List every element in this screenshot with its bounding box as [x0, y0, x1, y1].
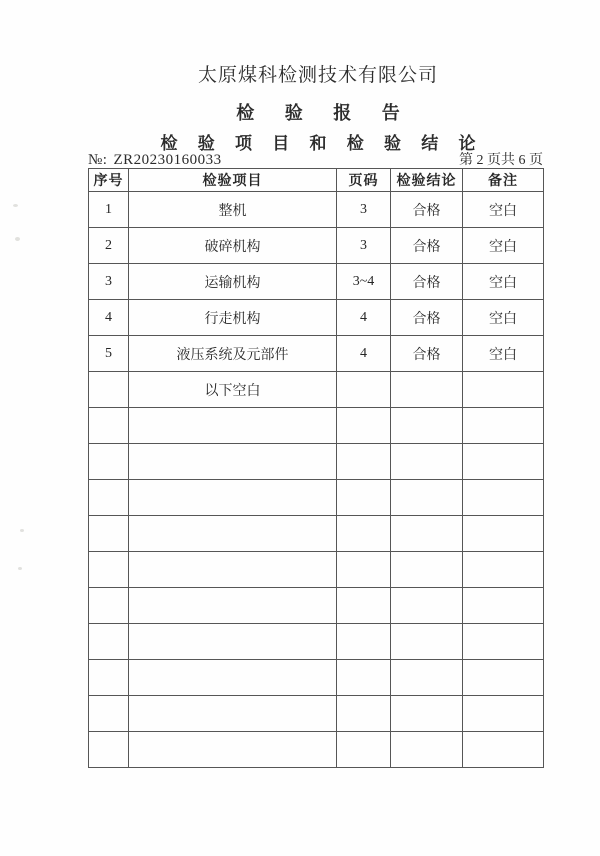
cell-remark	[463, 624, 544, 660]
company-name: 太原煤科检测技术有限公司	[197, 65, 438, 86]
table-row-empty	[89, 660, 544, 696]
cell-item	[129, 480, 337, 516]
cell-page	[337, 588, 391, 624]
cell-no	[89, 552, 129, 588]
cell-conclusion	[391, 696, 463, 732]
cell-no	[89, 588, 129, 624]
cell-conclusion	[391, 552, 463, 588]
cell-no: 4	[89, 300, 129, 336]
report-number-label: №:	[88, 152, 108, 168]
cell-remark	[463, 444, 544, 480]
table-row	[89, 300, 544, 336]
cell-page	[337, 372, 391, 408]
cell-no	[89, 444, 129, 480]
table-row	[89, 336, 544, 372]
cell-remark: 空白	[463, 300, 544, 336]
cell-page	[337, 660, 391, 696]
cell-remark	[463, 516, 544, 552]
cell-item: 整机	[129, 192, 337, 228]
cell-page: 4	[337, 336, 391, 372]
cell-remark: 空白	[463, 228, 544, 264]
cell-no	[89, 696, 129, 732]
cell-no	[89, 624, 129, 660]
cell-remark	[463, 696, 544, 732]
cell-remark	[463, 408, 544, 444]
cell-page	[337, 732, 391, 768]
cell-no	[89, 732, 129, 768]
report-number-value: ZR20230160033	[113, 152, 222, 168]
cell-item	[129, 408, 337, 444]
cell-conclusion: 合格	[391, 192, 463, 228]
table-row-empty	[89, 480, 544, 516]
table-row	[89, 228, 544, 264]
cell-conclusion	[391, 588, 463, 624]
cell-item: 以下空白	[129, 372, 337, 408]
page-indicator: 第 2 页共 6 页	[459, 153, 543, 168]
scan-artifact	[15, 237, 20, 241]
cell-page	[337, 516, 391, 552]
cell-page	[337, 444, 391, 480]
inspection-results-table	[88, 168, 544, 768]
cell-no: 1	[89, 192, 129, 228]
scan-artifact	[20, 529, 24, 532]
table-row-blank-marker	[89, 372, 544, 408]
table-row-empty	[89, 408, 544, 444]
table-row-empty	[89, 444, 544, 480]
cell-conclusion	[391, 372, 463, 408]
scan-artifact	[13, 204, 18, 207]
cell-remark	[463, 480, 544, 516]
cell-remark: 空白	[463, 336, 544, 372]
cell-page: 4	[337, 300, 391, 336]
table-row	[89, 192, 544, 228]
cell-conclusion	[391, 444, 463, 480]
cell-page	[337, 624, 391, 660]
cell-page	[337, 408, 391, 444]
cell-page	[337, 696, 391, 732]
cell-remark	[463, 372, 544, 408]
cell-remark: 空白	[463, 192, 544, 228]
cell-remark	[463, 552, 544, 588]
meta-row	[88, 149, 543, 169]
cell-no	[89, 480, 129, 516]
cell-conclusion: 合格	[391, 336, 463, 372]
cell-conclusion	[391, 516, 463, 552]
cell-conclusion: 合格	[391, 300, 463, 336]
cell-item: 行走机构	[129, 300, 337, 336]
table-header-row	[89, 169, 544, 192]
cell-page	[337, 552, 391, 588]
table-row-empty	[89, 732, 544, 768]
cell-item	[129, 444, 337, 480]
cell-conclusion: 合格	[391, 264, 463, 300]
cell-conclusion	[391, 480, 463, 516]
table-row-empty	[89, 696, 544, 732]
cell-item: 破碎机构	[129, 228, 337, 264]
table-row-empty	[89, 552, 544, 588]
cell-conclusion	[391, 732, 463, 768]
header-remark: 备注	[463, 169, 544, 192]
scan-artifact	[18, 567, 22, 570]
cell-page: 3	[337, 228, 391, 264]
header-conclusion: 检验结论	[391, 169, 463, 192]
cell-item: 液压系统及元部件	[129, 336, 337, 372]
cell-no: 5	[89, 336, 129, 372]
cell-no	[89, 408, 129, 444]
cell-conclusion	[391, 660, 463, 696]
cell-no	[89, 516, 129, 552]
cell-no	[89, 660, 129, 696]
cell-remark	[463, 588, 544, 624]
cell-no	[89, 372, 129, 408]
report-title: 检 验 报 告	[236, 103, 413, 123]
cell-item	[129, 588, 337, 624]
cell-conclusion: 合格	[391, 228, 463, 264]
header-page: 页码	[337, 169, 391, 192]
cell-item	[129, 732, 337, 768]
cell-page	[337, 480, 391, 516]
cell-no: 3	[89, 264, 129, 300]
cell-page: 3~4	[337, 264, 391, 300]
cell-item	[129, 624, 337, 660]
cell-conclusion	[391, 624, 463, 660]
section-title: 检 验 项 目 和 检 验 结 论	[160, 134, 484, 153]
cell-remark: 空白	[463, 264, 544, 300]
cell-remark	[463, 660, 544, 696]
table-row-empty	[89, 516, 544, 552]
table-row	[89, 264, 544, 300]
cell-page: 3	[337, 192, 391, 228]
header-item: 检验项目	[129, 169, 337, 192]
table-row-empty	[89, 624, 544, 660]
cell-item: 运输机构	[129, 264, 337, 300]
header-no: 序号	[89, 169, 129, 192]
cell-item	[129, 516, 337, 552]
cell-remark	[463, 732, 544, 768]
report-number	[88, 152, 222, 169]
cell-item	[129, 552, 337, 588]
table-row-empty	[89, 588, 544, 624]
cell-item	[129, 660, 337, 696]
cell-item	[129, 696, 337, 732]
cell-no: 2	[89, 228, 129, 264]
cell-conclusion	[391, 408, 463, 444]
